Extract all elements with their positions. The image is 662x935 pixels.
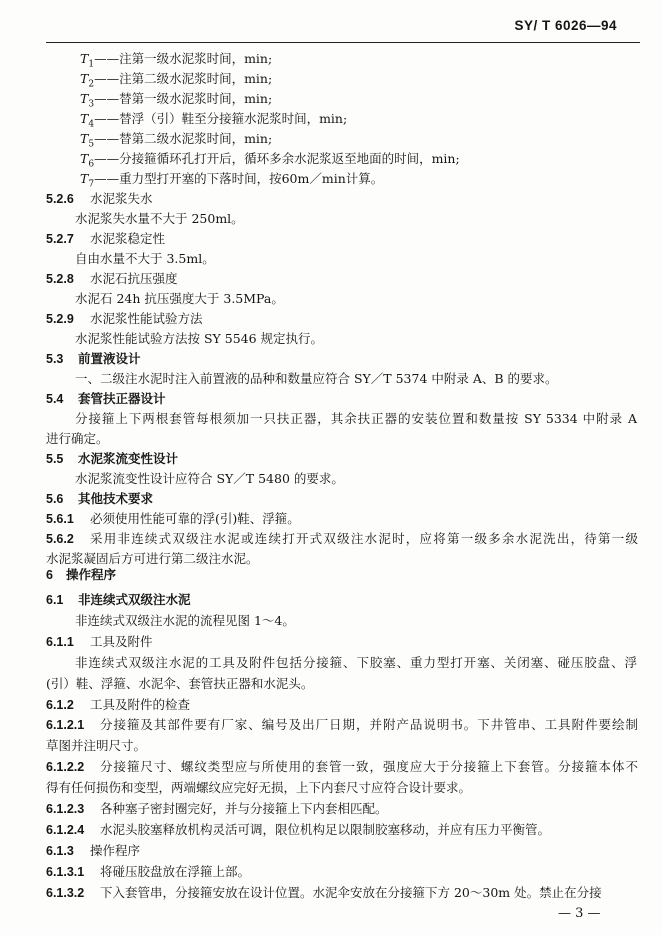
section-title: 工具及附件: [90, 634, 153, 649]
clause-text: 分接箍尺寸、螺纹类型应与所使用的套管一致，强度应大于分接箍上下套管。分接箍本体不: [100, 759, 638, 774]
page-number: — 3 —: [558, 906, 601, 921]
section-title: 水泥浆失水: [90, 191, 153, 206]
section-heading-6: [46, 566, 116, 584]
definition-text: 替第一级水泥浆时间，min;: [119, 91, 273, 106]
clause-text: 必须使用性能可靠的浮(引)鞋、浮箍。: [90, 511, 300, 526]
section-number: 5.2.9: [46, 312, 74, 326]
definition-symbol: $T_5$: [80, 131, 95, 150]
clause-text-continued: 草图并注明尺寸。: [46, 738, 147, 753]
definition-dash: ——: [94, 71, 120, 86]
section-title: 水泥浆性能试验方法: [90, 311, 203, 326]
definition-text: 注第二级水泥浆时间，min;: [119, 71, 273, 86]
definition-symbol: $T_1$: [80, 51, 95, 70]
section-number: 6.1.2.4: [46, 823, 85, 837]
definition-dash: ——: [94, 151, 120, 166]
clause-text-continued: 得有任何损伤和变型，两端螺纹应完好无损，上下内套尺寸应符合设计要求。: [46, 780, 472, 795]
section-number: 6.1.2.1: [46, 718, 85, 732]
definition-dash: ——: [94, 131, 120, 146]
section-title: 前置液设计: [78, 351, 141, 366]
section-title: 水泥浆流变性设计: [78, 451, 179, 466]
section-number: 5.4: [46, 392, 64, 406]
section-title: 工具及附件的检查: [90, 697, 191, 712]
section-body: 一、二级注水泥时注入前置液的品种和数量应符合 SY／T 5374 中附录 A、B 的要求。: [75, 371, 558, 386]
section-title: 操作程序: [66, 567, 117, 582]
definition-symbol: $T_7$: [80, 171, 95, 190]
header-rule: [46, 42, 640, 43]
section-number: 6.1.2.2: [46, 760, 85, 774]
clause-text: 各种塞子密封圈完好，并与分接箍上下内套相匹配。: [100, 801, 388, 816]
section-title: 水泥石抗压强度: [90, 271, 178, 286]
section-number: 5.2.7: [46, 232, 74, 246]
section-body: 水泥浆失水量不大于 250ml。: [75, 211, 244, 226]
clause-text: 水泥头胶塞释放机构灵活可调，限位机构足以限制胶塞移动，并应有压力平衡管。: [100, 822, 551, 837]
definition-symbol: $T_6$: [80, 151, 95, 170]
section-number: 6: [46, 568, 53, 582]
section-heading-5-6: [46, 490, 153, 508]
clause-6-1-2-3: [46, 800, 388, 818]
definition-line: [80, 70, 272, 88]
section-title: 套管扶正器设计: [78, 391, 166, 406]
section-number: 5.6.1: [46, 512, 74, 526]
section-number: 6.1.2.3: [46, 802, 85, 816]
clause-6-1-3-2: [46, 884, 602, 902]
definition-line: [80, 90, 272, 108]
section-heading-5-4: [46, 390, 166, 408]
section-body: 水泥浆性能试验方法按 SY 5546 规定执行。: [75, 331, 324, 346]
definition-dash: ——: [94, 111, 120, 126]
definition-line: [80, 130, 272, 148]
section-heading-5-5: [46, 450, 178, 468]
section-title: 操作程序: [90, 843, 141, 858]
clause-text: 下入套管串，分接箍安放在设计位置。水泥伞安放在分接箍下方 20～30m 处。禁止在分接: [100, 885, 602, 900]
section-body: 非连续式双级注水泥的流程见图 1～4。: [75, 613, 295, 628]
section-body: 水泥浆流变性设计应符合 SY／T 5480 的要求。: [75, 471, 344, 486]
section-number: 6.1: [46, 593, 64, 607]
section-number: 5.6.2: [46, 532, 74, 546]
definition-text: 注第一级水泥浆时间，min;: [119, 51, 273, 66]
definition-text: 替第二级水泥浆时间，min;: [119, 131, 273, 146]
definition-line: [80, 170, 383, 188]
section-number: 6.1.1: [46, 635, 74, 649]
section-body: 自由水量不大于 3.5ml。: [75, 251, 215, 266]
section-number: 6.1.2: [46, 698, 74, 712]
section-number: 5.3: [46, 352, 64, 366]
definition-text: 重力型打开塞的下落时间，按60m／min计算。: [119, 171, 384, 186]
section-body-continued: (引）鞋、浮箍、水泥伞、套管扶正器和水泥头。: [46, 676, 314, 691]
clause-text: 分接箍及其部件要有厂家、编号及出厂日期，并附产品说明书。下井管串、工具附件要绘制: [100, 717, 638, 732]
clause-5-6-2: [46, 530, 638, 548]
section-number: 5.5: [46, 452, 64, 466]
section-heading-6-1: [46, 591, 191, 609]
clause-6-1-2-4: [46, 821, 550, 839]
section-body-continued: 进行确定。: [46, 431, 109, 446]
section-number: 5.6: [46, 492, 64, 506]
section-number: 6.1.3: [46, 844, 74, 858]
section-heading-6-1-2: [46, 696, 190, 714]
section-title: 其他技术要求: [78, 491, 154, 506]
definition-dash: ——: [94, 171, 120, 186]
section-title: 非连续式双级注水泥: [78, 592, 191, 607]
definition-symbol: $T_3$: [80, 91, 95, 110]
clause-5-6-1: [46, 510, 300, 528]
section-number: 5.2.6: [46, 192, 74, 206]
section-heading-5-2-9: [46, 310, 203, 328]
section-number: 5.2.8: [46, 272, 74, 286]
definition-dash: ——: [94, 51, 120, 66]
clause-6-1-2-1: [46, 716, 638, 734]
section-heading-5-2-7: [46, 230, 165, 248]
clause-text: 采用非连续式双级注水泥或连续打开式双级注水泥时，应将第一级多余水泥洗出，待第一级: [90, 531, 638, 546]
definition-line: [80, 110, 347, 128]
clause-text-continued: 水泥浆凝固后方可进行第二级注水泥。: [46, 551, 259, 566]
definition-symbol: $T_2$: [80, 71, 95, 90]
section-heading-5-3: [46, 350, 141, 368]
section-title: 水泥浆稳定性: [90, 231, 166, 246]
clause-text: 将碰压胶盘放在浮箍上部。: [100, 864, 251, 879]
definition-dash: ——: [94, 91, 120, 106]
definition-line: [80, 50, 272, 68]
definition-line: [80, 150, 460, 168]
definition-symbol: $T_4$: [80, 111, 95, 130]
section-heading-5-2-6: [46, 190, 153, 208]
section-body: 分接箍上下两根套管每根须加一只扶正器，其余扶正器的安装位置和数量按 SY 5334 中附录 A: [75, 411, 637, 426]
section-body: 水泥石 24h 抗压强度大于 3.5MPa。: [75, 291, 284, 306]
standard-code-header: SY/ T 6026—94: [514, 18, 617, 33]
section-number: 6.1.3.2: [46, 886, 85, 900]
clause-6-1-3-1: [46, 863, 250, 881]
section-heading-6-1-3: [46, 842, 140, 860]
section-heading-6-1-1: [46, 633, 153, 651]
section-body: 非连续式双级注水泥的工具及附件包括分接箍、下胶塞、重力型打开塞、关闭塞、碰压胶盘、浮: [75, 655, 637, 670]
section-heading-5-2-8: [46, 270, 178, 288]
definition-text: 替浮（引）鞋至分接箍水泥浆时间，min;: [119, 111, 348, 126]
clause-6-1-2-2: [46, 758, 638, 776]
section-number: 6.1.3.1: [46, 865, 85, 879]
definition-text: 分接箍循环孔打开后，循环多余水泥浆返至地面的时间，min;: [119, 151, 460, 166]
